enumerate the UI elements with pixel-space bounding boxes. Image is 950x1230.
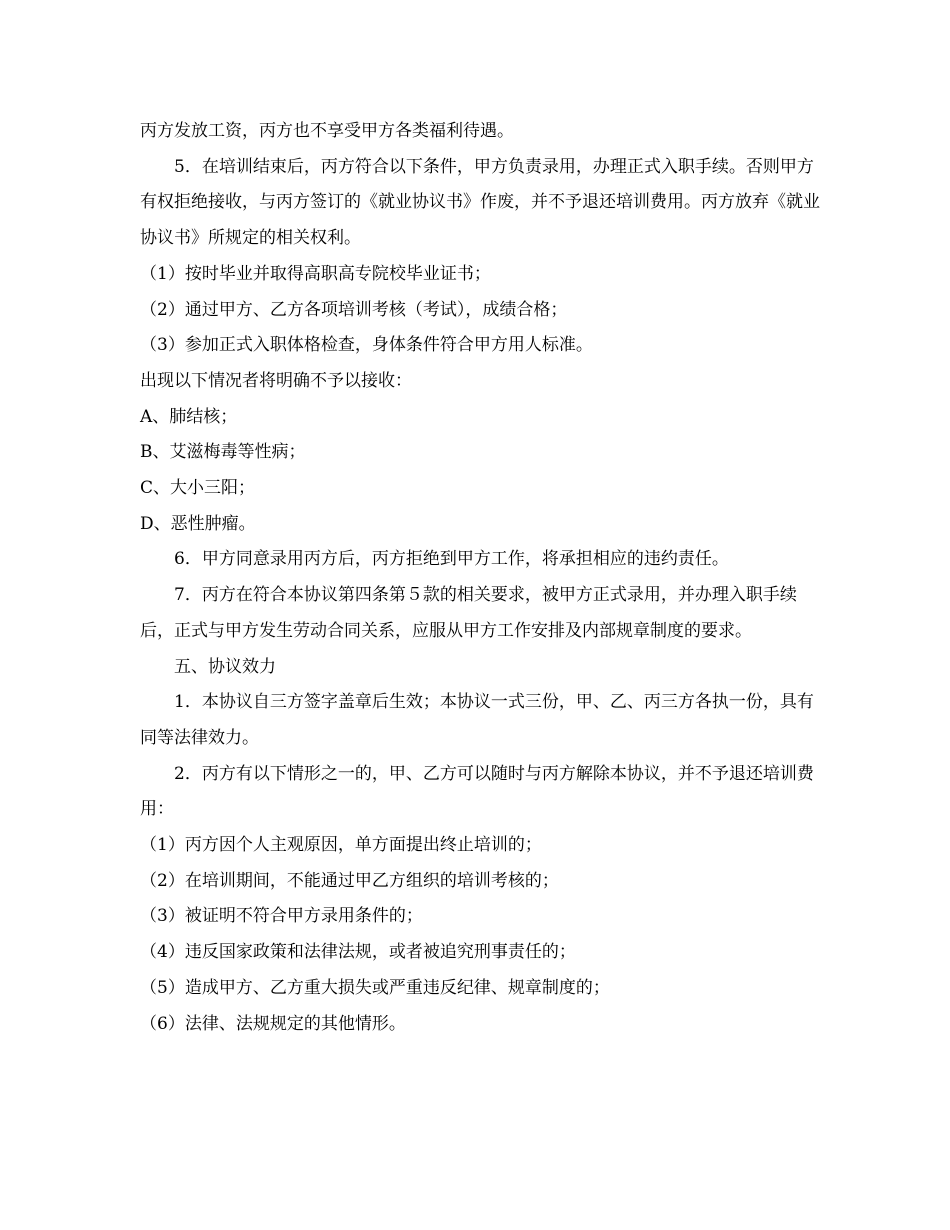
rejection-item-b: B、艾滋梅毒等性病； [140, 442, 306, 463]
clause-5: 5．在培训结束后，丙方符合以下条件，甲方负责录用，办理正式入职手续。否则甲方有权拒绝接收，与丙方签订的《就业协议书》作废，并不予退还培训费用。丙方放弃《就业协议书》所规定的相关权利。 [140, 156, 820, 249]
termination-item-2: （2）在培训期间，不能通过甲乙方组织的培训考核的； [140, 870, 559, 891]
clause-5-item-1: （1）按时毕业并取得高职高专院校毕业证书； [140, 263, 491, 284]
clause-5-item-3: （3）参加正式入职体格检查，身体条件符合甲方用人标准。 [140, 335, 593, 356]
termination-item-1: （1）丙方因个人主观原因，单方面提出终止培训的； [140, 835, 542, 856]
section-heading-5: 五、协议效力 [174, 656, 276, 677]
document-body [140, 114, 820, 1042]
termination-item-5: （5）造成甲方、乙方重大损失或严重违反纪律、规章制度的； [140, 977, 610, 998]
effect-clause-1: 1．本协议自三方签字盖章后生效；本协议一式三份，甲、乙、丙三方各执一份，具有同等法律效力。 [140, 692, 814, 748]
rejection-conditions-intro: 出现以下情况者将明确不予以接收： [140, 370, 412, 391]
paragraph-continuation: 丙方发放工资，丙方也不享受甲方各类福利待遇。 [140, 121, 514, 141]
clause-6: 6．甲方同意录用丙方后，丙方拒绝到甲方工作，将承担相应的违约责任。 [174, 549, 729, 570]
rejection-item-c: C、大小三阳； [140, 478, 256, 499]
effect-clause-2: 2．丙方有以下情形之一的，甲、乙方可以随时与丙方解除本协议，并不予退还培训费用： [140, 763, 814, 820]
rejection-item-d: D、恶性肿瘤。 [140, 513, 256, 534]
termination-item-4: （4）违反国家政策和法律法规，或者被追究刑事责任的； [140, 942, 576, 963]
clause-7: 7．丙方在符合本协议第四条第５款的相关要求，被甲方正式录用，并办理入职手续后，正式与甲方发生劳动合同关系，应服从甲方工作安排及内部规章制度的要求。 [140, 585, 797, 641]
rejection-item-a: A、肺结核； [140, 406, 238, 427]
clause-5-item-2: （2）通过甲方、乙方各项培训考核（考试），成绩合格； [140, 299, 568, 320]
termination-item-3: （3）被证明不符合甲方录用条件的； [140, 906, 423, 927]
termination-item-6: （6）法律、法规规定的其他情形。 [140, 1013, 406, 1034]
